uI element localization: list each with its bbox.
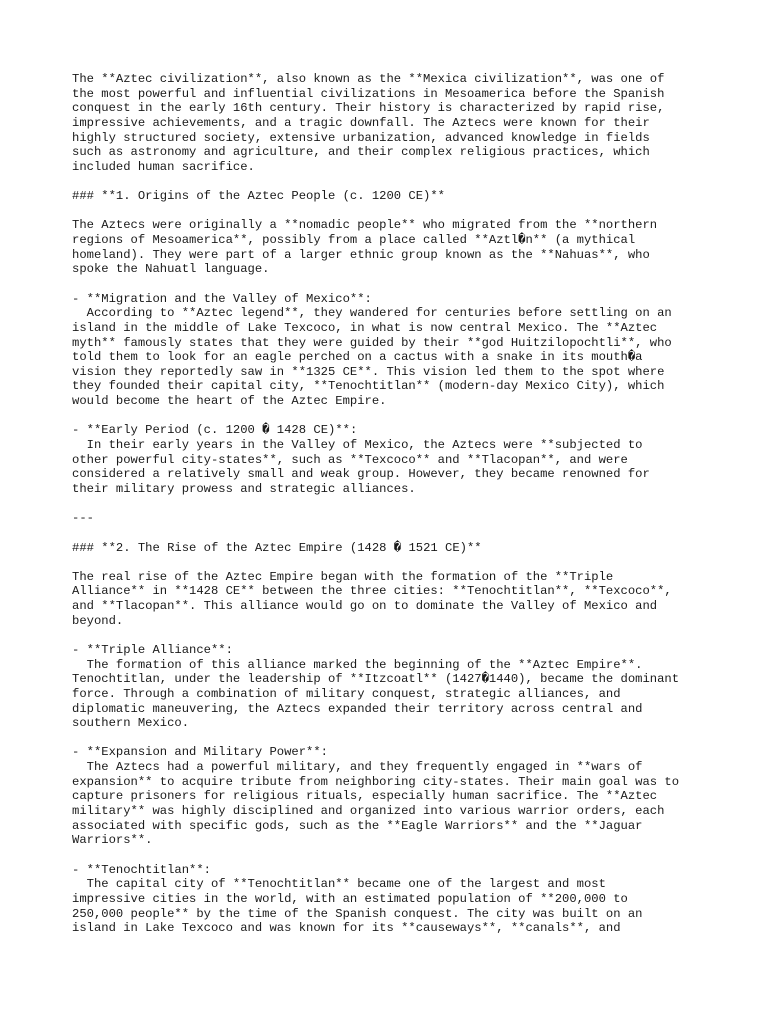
text-line: they founded their capital city, **Tenochtitlan** (modern-day Mexico City), which <box>72 379 665 394</box>
text-line <box>72 731 712 746</box>
text-line: ### **1. Origins of the Aztec People (c. 1200 CE)** <box>72 189 445 204</box>
text-line: highly structured society, extensive urbanization, advanced knowledge in fields <box>72 130 650 145</box>
text-line: would become the heart of the Aztec Empire. <box>72 394 387 409</box>
text-line: military** was highly disciplined and organized into various warrior orders, each <box>72 804 665 819</box>
text-line <box>72 526 712 541</box>
text-line: southern Mexico. <box>72 716 190 731</box>
text-line: force. Through a combination of military conquest, strategic alliances, and <box>72 686 621 701</box>
text-line: The real rise of the Aztec Empire began with the formation of the **Triple <box>72 569 614 584</box>
text-line: considered a relatively small and weak group. However, they became renowned for <box>72 467 650 482</box>
text-line: The formation of this alliance marked the beginning of the **Aztec Empire**. <box>72 657 643 672</box>
text-line: told them to look for an eagle perched on a cactus with a snake in its mouth�a <box>72 350 643 365</box>
text-line: included human sacrifice. <box>72 159 255 174</box>
text-line: vision they reportedly saw in **1325 CE**. This vision led them to the spot where <box>72 364 665 379</box>
text-line: - **Triple Alliance**: <box>72 642 233 657</box>
text-line: their military prowess and strategic alliances. <box>72 481 416 496</box>
text-line: myth** famously states that they were guided by their **god Huitzilopochtli**, who <box>72 335 672 350</box>
text-line <box>72 848 712 863</box>
text-line: The Aztecs were originally a **nomadic people** who migrated from the **northern <box>72 218 658 233</box>
text-line: The **Aztec civilization**, also known as the **Mexica civilization**, was one of <box>72 72 665 86</box>
text-line: impressive achievements, and a tragic downfall. The Aztecs were known for their <box>72 115 650 130</box>
text-line: expansion** to acquire tribute from neighboring city-states. Their main goal was to <box>72 774 680 789</box>
text-line: and **Tlacopan**. This alliance would go on to dominate the Valley of Mexico and <box>72 599 658 614</box>
text-line: In their early years in the Valley of Mexico, the Aztecs were **subjected to <box>72 438 643 453</box>
text-line: - **Expansion and Military Power**: <box>72 745 328 760</box>
text-line: the most powerful and influential civilizations in Mesoamerica before the Spanish <box>72 86 665 101</box>
text-line: capture prisoners for religious rituals, especially human sacrifice. The **Aztec <box>72 789 658 804</box>
text-line <box>72 204 712 219</box>
text-line <box>72 409 712 424</box>
text-line: --- <box>72 511 94 526</box>
text-line: beyond. <box>72 613 124 628</box>
text-line: island in Lake Texcoco and was known for its **causeways**, **canals**, and <box>72 921 621 936</box>
text-line <box>72 174 712 189</box>
text-line <box>72 555 712 570</box>
text-line: - **Migration and the Valley of Mexico**: <box>72 291 372 306</box>
text-line: island in the middle of Lake Texcoco, in what is now central Mexico. The **Aztec <box>72 320 658 335</box>
text-line: - **Early Period (c. 1200 � 1428 CE)**: <box>72 423 358 438</box>
text-line: ### **2. The Rise of the Aztec Empire (1428 � 1521 CE)** <box>72 540 482 555</box>
text-line: such as astronomy and agriculture, and their complex religious practices, which <box>72 145 650 160</box>
text-line: regions of Mesoamerica**, possibly from a place called **Aztl�n** (a mythical <box>72 233 636 248</box>
text-line <box>72 277 712 292</box>
text-line: According to **Aztec legend**, they wandered for centuries before settling on an <box>72 306 672 321</box>
text-line: spoke the Nahuatl language. <box>72 262 270 277</box>
text-line: diplomatic maneuvering, the Aztecs expanded their territory across central and <box>72 701 643 716</box>
text-line: - **Tenochtitlan**: <box>72 862 211 877</box>
text-line: The Aztecs had a powerful military, and they frequently engaged in **wars of <box>72 760 643 775</box>
text-line: The capital city of **Tenochtitlan** became one of the largest and most <box>72 877 606 892</box>
text-line <box>72 628 712 643</box>
text-line <box>72 497 712 512</box>
text-line: conquest in the early 16th century. Their history is characterized by rapid rise, <box>72 101 665 116</box>
text-line: Tenochtitlan, under the leadership of **Itzcoatl** (1427�1440), became the dominant <box>72 672 680 687</box>
text-line: associated with specific gods, such as the **Eagle Warriors** and the **Jaguar <box>72 818 643 833</box>
text-line: 250,000 people** by the time of the Spanish conquest. The city was built on an <box>72 906 643 921</box>
document-body <box>72 72 712 936</box>
text-line: other powerful city-states**, such as **Texcoco** and **Tlacopan**, and were <box>72 452 628 467</box>
text-line: homeland). They were part of a larger ethnic group known as the **Nahuas**, who <box>72 247 650 262</box>
text-line: Warriors**. <box>72 833 153 848</box>
text-line: impressive cities in the world, with an estimated population of **200,000 to <box>72 891 628 906</box>
text-line: Alliance** in **1428 CE** between the three cities: **Tenochtitlan**, **Texcoco**, <box>72 584 672 599</box>
